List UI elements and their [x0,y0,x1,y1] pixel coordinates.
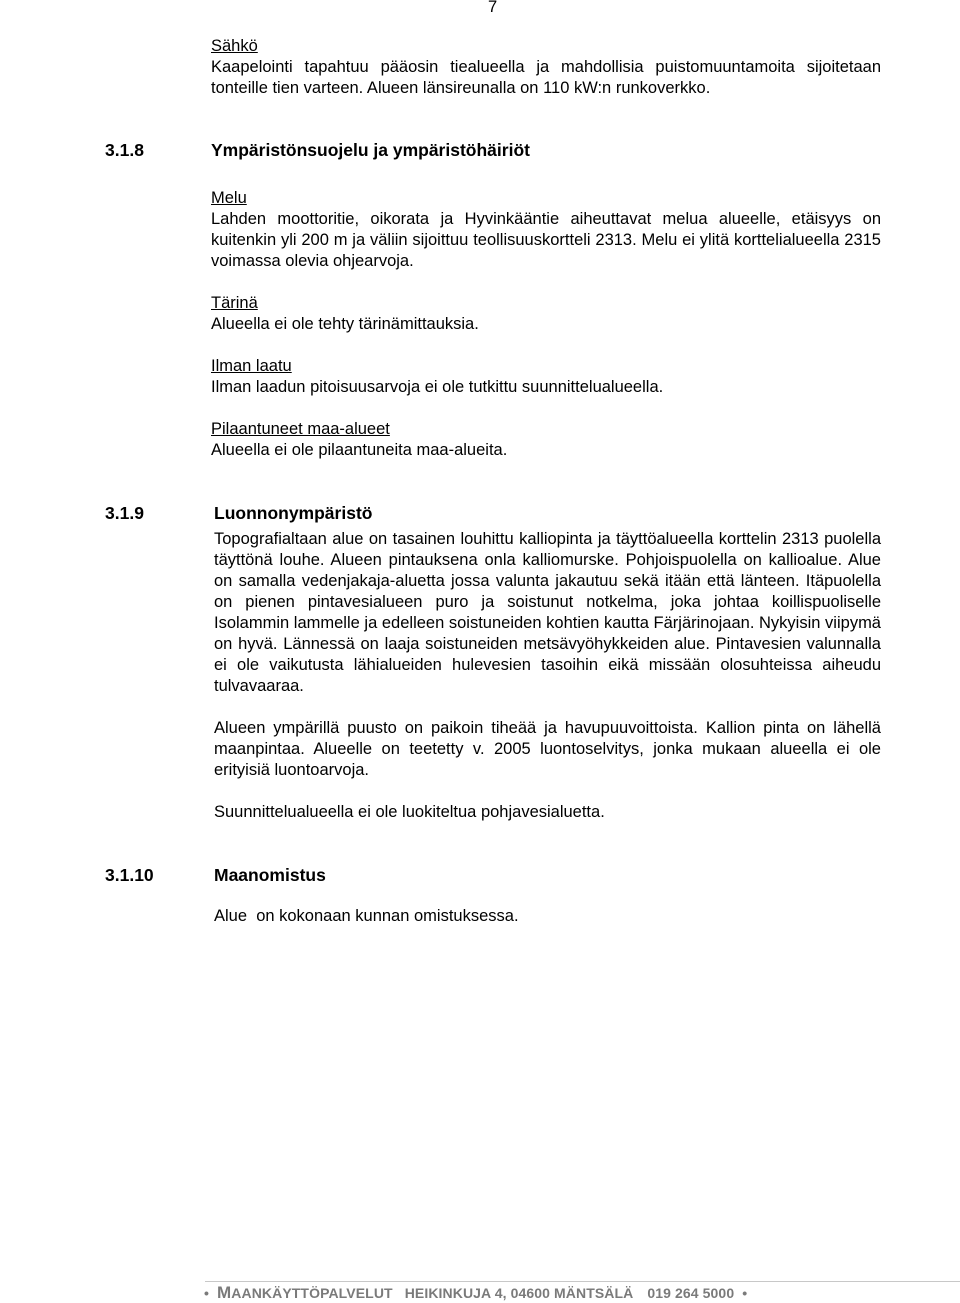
melu-text: Lahden moottoritie, oikorata ja Hyvinkääntie aiheuttavat melua alueelle, etäisyys on kuitenkin yli 200 m ja väliin sijoittuu teollisuuskortteli 2313. Melu ei ylitä korttelialueella 2315 voimassa olevia ohjearvoja. [211,210,881,270]
footer-phone: 019 264 5000 [647,1285,735,1301]
ilma-text: Ilman laadun pitoisuusarvoja ei ole tutkittu suunnittelualueella. [211,378,664,396]
section-3110-number: 3.1.10 [105,865,154,885]
luonto-para-2 [214,718,881,781]
luonto-para-3 [214,802,881,823]
section-319-title: Luonnonympäristö [214,503,373,523]
section-3110-title: Maanomistus [214,865,326,885]
ilma-section [211,356,881,398]
maanomistus-text: Alue on kokonaan kunnan omistuksessa. [214,907,519,925]
footer-org-name: AANKÄYTTÖPALVELUT [231,1285,393,1301]
footer-divider [205,1281,960,1282]
luonto-text-2: Alueen ympärillä puusto on paikoin tiheää ja havupuuvoittoista. Kallion pinta on lähellä maanpintaa. Alueelle on teetetty v. 2005 luontoselvitys, jonka mukaan alueella ei ole erityisiä luontoarvoja. [214,719,881,779]
sahko-section [211,36,881,99]
footer-bullet-right: • [742,1285,748,1301]
section-318-title: Ympäristönsuojelu ja ympäristöhäiriöt [211,140,530,160]
footer [200,1283,751,1303]
footer-bullet-left: • [204,1285,210,1301]
tarina-section [211,293,881,335]
footer-address: HEIKINKUJA 4, 04600 MÄNTSÄLÄ [404,1285,634,1301]
pilaantuneet-heading: Pilaantuneet maa-alueet [211,420,390,438]
pilaantuneet-section [211,419,881,461]
melu-heading: Melu [211,189,247,207]
pilaantuneet-text: Alueella ei ole pilaantuneita maa-alueita. [211,441,508,459]
luonto-text-1: Topografialtaan alue on tasainen louhittu kalliopinta ja täyttöalueella korttelin 2313 puolella täyttönä louhe. Alueen pintauksena onla kalliomurske. Pohjoispuolella on kallioalue. Alue on samalla vedenjakaja-aluetta jossa valunta jakautuu sekä itään että länteen. Itäpuolella on pienen pintavesialueen puro ja soistunut notkelma, joka johtaa koillispuoliselle Isolammin lammelle ja edelleen soistuneiden kohtien kautta Färjärinojaan. Nykyisin viipymä on hyvä. Lännessä on laaja soistuneiden metsävyöhykkeiden alue. Pintavesien valunnalla ei ole vaikutusta lähialueiden hulevesien tasoihin eikä missään olosuhteissa aiheudu tulvavaaraa. [214,530,881,695]
sahko-heading: Sähkö [211,37,258,55]
melu-section [211,188,881,272]
footer-org-initial: M [217,1283,232,1302]
section-318-number: 3.1.8 [105,140,144,160]
page-number: 7 [488,0,498,16]
tarina-text: Alueella ei ole tehty tärinämittauksia. [211,315,479,333]
tarina-heading: Tärinä [211,294,258,312]
luonto-text-3: Suunnittelualueella ei ole luokiteltua pohjavesialuetta. [214,803,605,821]
ilma-heading: Ilman laatu [211,357,292,375]
section-319-number: 3.1.9 [105,503,144,523]
sahko-text: Kaapelointi tapahtuu pääosin tiealueella ja mahdollisia puistomuuntamoita sijoitetaan tonteille tien varteen. Alueen länsireunalla on 110 kW:n runkoverkko. [211,58,881,97]
luonto-para-1 [214,529,881,697]
